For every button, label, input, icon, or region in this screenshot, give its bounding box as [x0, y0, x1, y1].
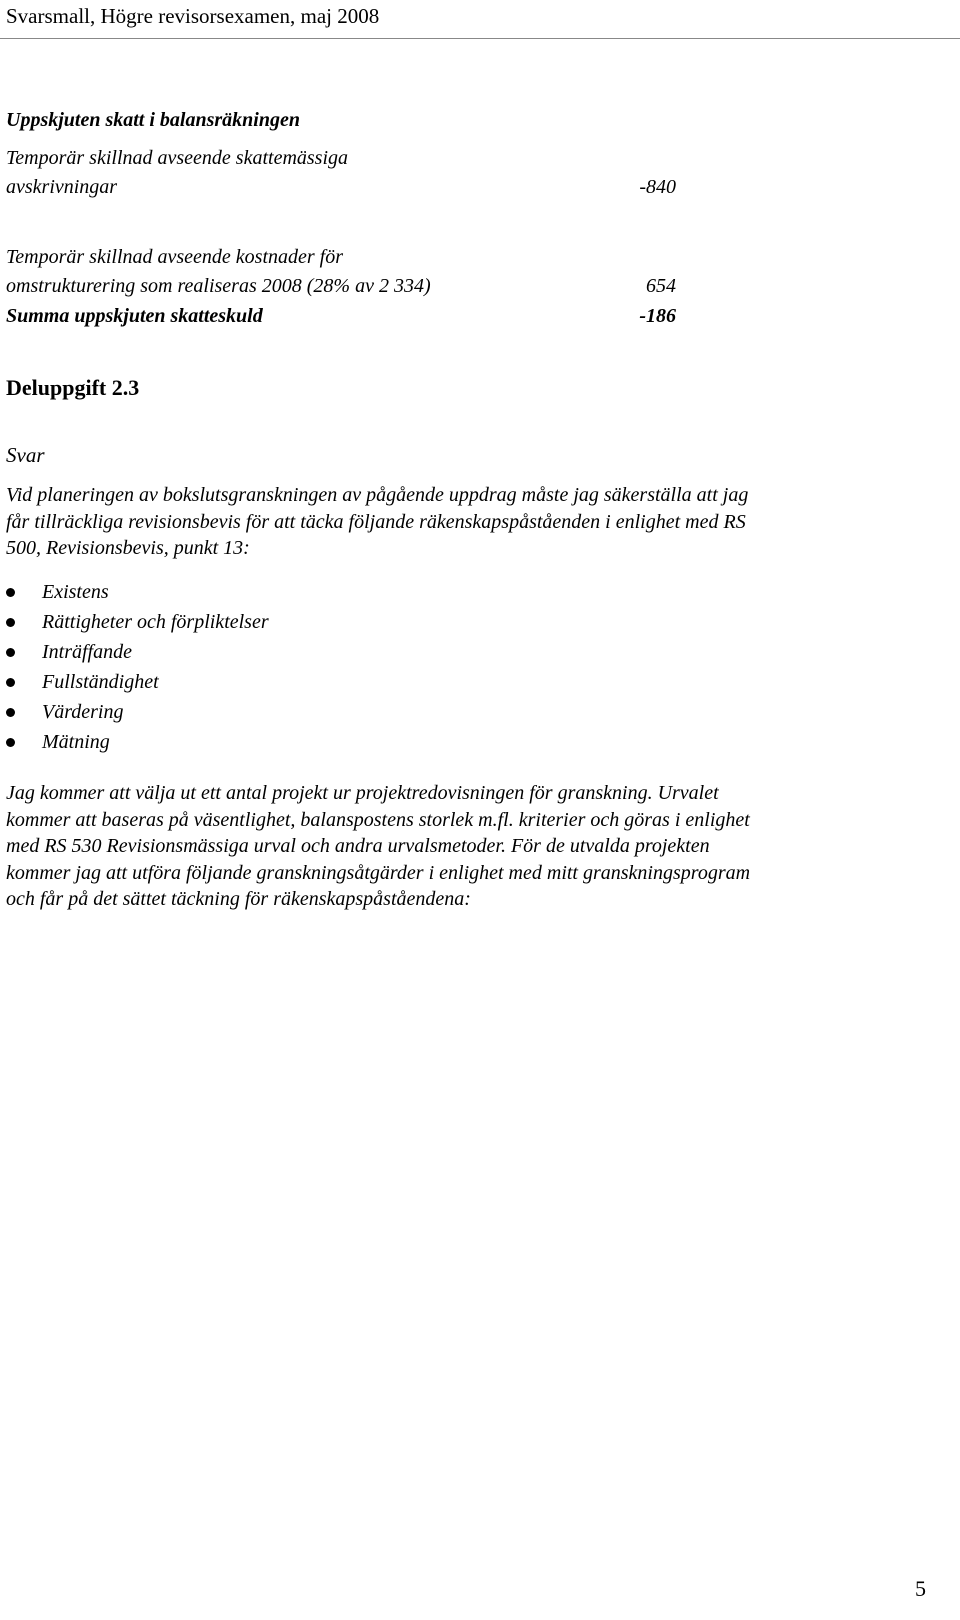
paragraph-line: kommer att baseras på väsentlighet, balanspostens storlek m.fl. kriterier och göras i enlighet	[6, 808, 750, 831]
paragraph-line: kommer jag att utföra följande granskningsåtgärder i enlighet med mitt granskningsprogram	[6, 861, 751, 884]
list-item	[0, 697, 269, 727]
paragraph-line: med RS 530 Revisionsmässiga urval och andra urvalsmetoder. För de utvalda projekten	[6, 835, 710, 858]
tax-row-restructuring	[6, 243, 676, 300]
tax-row-depreciation	[6, 144, 676, 201]
section-title-deferred-tax: Uppskjuten skatt i balansräkningen	[6, 109, 300, 131]
list-item	[0, 667, 269, 697]
subtask-heading: Deluppgift 2.3	[6, 375, 140, 400]
tax-total-label: Summa uppskjuten skatteskuld	[6, 305, 263, 327]
page-header-title: Svarsmall, Högre revisorsexamen, maj 2008	[6, 4, 380, 28]
bullet-icon	[6, 678, 15, 687]
header-divider	[0, 38, 960, 39]
assertion-list	[0, 577, 269, 757]
list-item	[0, 577, 269, 607]
tax-row-amount: -840	[639, 175, 676, 198]
tax-row-text: Temporär skillnad avseende skattemässiga	[6, 147, 349, 169]
bullet-icon	[6, 708, 15, 717]
assertion-label: Existens	[42, 581, 109, 603]
closing-paragraph	[6, 780, 750, 913]
intro-paragraph	[6, 482, 748, 562]
paragraph-line: Jag kommer att välja ut ett antal projekt ur projektredovisningen för granskning. Urvalet	[6, 782, 719, 804]
tax-total-amount: -186	[639, 305, 676, 327]
tax-row-last-line	[6, 173, 676, 202]
tax-total-row	[6, 304, 676, 328]
assertion-label: Fullständighet	[42, 671, 159, 693]
paragraph-line: Vid planeringen av bokslutsgranskningen av pågående uppdrag måste jag säkerställa att jag	[6, 484, 749, 506]
list-item	[0, 727, 269, 757]
bullet-icon	[6, 648, 15, 657]
paragraph-line: 500, Revisionsbevis, punkt 13:	[6, 537, 250, 560]
answer-label: Svar	[6, 443, 45, 467]
assertion-label: Inträffande	[42, 641, 132, 663]
page-number: 5	[915, 1576, 926, 1601]
paragraph-line: och får på det sättet täckning för räkenskapspåståendena:	[6, 888, 471, 911]
tax-row-last-line	[6, 272, 676, 301]
bullet-icon	[6, 738, 15, 747]
tax-row-text: omstrukturering som realiseras 2008 (28% av 2 334)	[6, 274, 431, 297]
bullet-icon	[6, 618, 15, 627]
tax-row-text: avskrivningar	[6, 175, 118, 198]
paragraph-line: får tillräckliga revisionsbevis för att täcka följande räkenskapspåståenden i enlighet med RS	[6, 510, 746, 533]
assertion-label: Rättigheter och förpliktelser	[42, 611, 269, 633]
tax-row-amount: 654	[646, 274, 676, 297]
assertion-label: Värdering	[42, 701, 124, 723]
list-item	[0, 637, 269, 667]
tax-row-text: Temporär skillnad avseende kostnader för	[6, 246, 344, 268]
list-item	[0, 607, 269, 637]
bullet-icon	[6, 588, 15, 597]
assertion-label: Mätning	[42, 731, 110, 753]
